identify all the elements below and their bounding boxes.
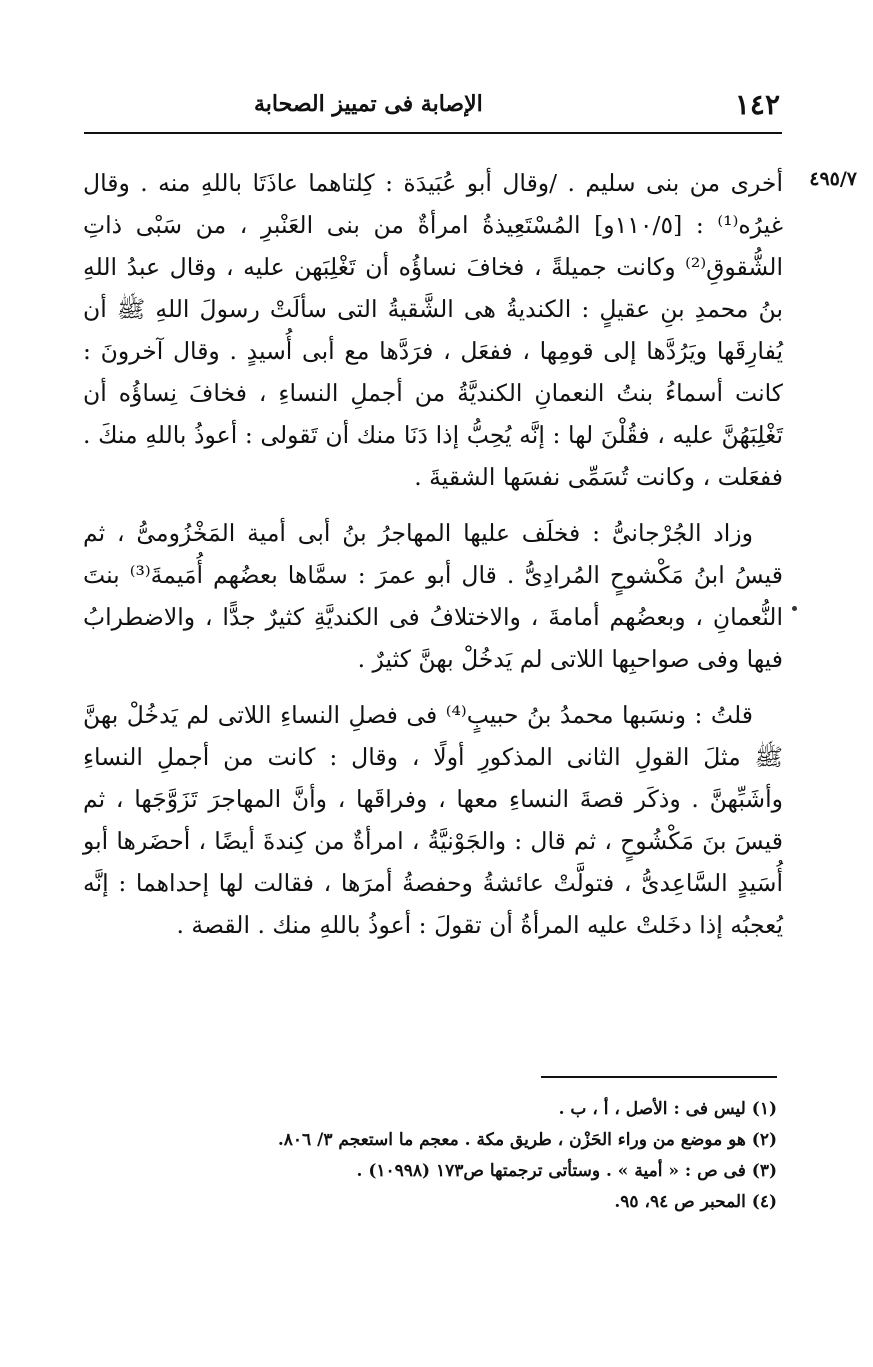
margin-dot xyxy=(792,606,797,611)
footnote-1: (١) ليس فى : الأصل ، أ ، ب . xyxy=(558,1099,777,1119)
main-text xyxy=(83,162,783,946)
footnote-4: (٤) المحبر ص ٩٤، ٩٥. xyxy=(614,1192,777,1212)
footnote-3: (٣) فى ص : « أمية » . وستأتى ترجمتها ص١٧٣ (١٠٩٩٨) . xyxy=(356,1161,777,1181)
paragraph-2: وزاد الجُرْجانىُّ : فخلَف عليها المهاجرُ بنُ أبى أمية المَخْزُومىُّ ، ثم قيسُ ابنُ مَكْشوحٍ المُرادِىُّ . قال أبو عمرَ : سمَّاها بعضُهم أُمَيمةَ⁽³⁾ بنتَ النُّعمانِ ، وبعضُهم أمامةَ ، والاختلافُ فى الكنديَّةِ كثيرٌ جدًّا ، والاضطرابُ فيها وفى صواحبِها اللاتى لم يَدخُلْ بهنَّ كثيرٌ . xyxy=(83,519,783,673)
page-header xyxy=(84,84,780,124)
running-title: الإصابة فى تمييز الصحابة xyxy=(254,91,483,117)
paragraph-3: قلتُ : ونسَبها محمدُ بنُ حبيبٍ⁽⁴⁾ فى فصلِ النساءِ اللاتى لم يَدخُلْ بهنَّ ﷺ مثلَ القولِ الثانى المذكورِ أولًا ، وقال : كانت من أجملِ النساءِ وأشَبِّهنَّ . وذكَر قصةَ النساءِ معها ، وفراقَها ، وأنَّ المهاجرَ تَزَوَّجَها ، ثم قيسَ بنَ مَكْشُوحٍ ، ثم قال : والجَوْنيَّةُ ، امرأةٌ من كِندةَ أيضًا ، أحضَرها أبو أُسَيدٍ السَّاعِدىُّ ، فتولَّتْ عائشةُ وحفصةُ أمرَها ، فقالت لها إحداهما : إنَّه يُعجبُه إذا دخَلتْ عليه المرأةُ أن تقولَ : أعوذُ باللهِ منك . القصة . xyxy=(83,701,783,939)
footnote-2: (٢) هو موضع من وراء الحَزْن ، طريق مكة . معجم ما استعجم ٣/ ٨٠٦. xyxy=(277,1130,777,1150)
footnotes xyxy=(137,1094,777,1218)
margin-reference: ٤٩٥/٧ xyxy=(809,168,857,190)
footnote-rule xyxy=(541,1076,777,1078)
paragraph-1: أخرى من بنى سليم . /وقال أبو عُبَيدَة : كِلتاهما عاذَتَا باللهِ منه . وقال غيرُه⁽¹⁾ : [١١٠/٥و] المُسْتَعِيذةُ امرأةٌ من بنى العَنْبرِ ، من سَبْى ذاتِ الشُّقوقِ⁽²⁾ وكانت جميلةً ، فخافَ نساؤُه أن تَغْلِبَهن عليه ، وقال عبدُ اللهِ بنُ محمدِ بنِ عقيلٍ : الكنديةُ هى الشَّقيةُ التى سألَتْ رسولَ اللهِ ﷺ أن يُفارِقَها ويَرُدَّها إلى قومِها ، ففعَل ، فرَدَّها مع أبى أُسيدٍ . وقال آخرونَ : كانت أسماءُ بنتُ النعمانِ الكنديَّةُ من أجملِ النساءِ ، فخافَ نِساؤُه أن تَغْلِبَهُنَّ عليه ، فقُلْنَ لها : إنَّه يُحِبُّ إذا دَنَا منك أن تَقولى : أعوذُ باللهِ منكَ . ففعَلت ، وكانت تُسَمِّى نفسَها الشقيةَ . xyxy=(83,169,783,491)
header-rule xyxy=(84,132,782,134)
page-number: ١٤٢ xyxy=(734,87,780,121)
